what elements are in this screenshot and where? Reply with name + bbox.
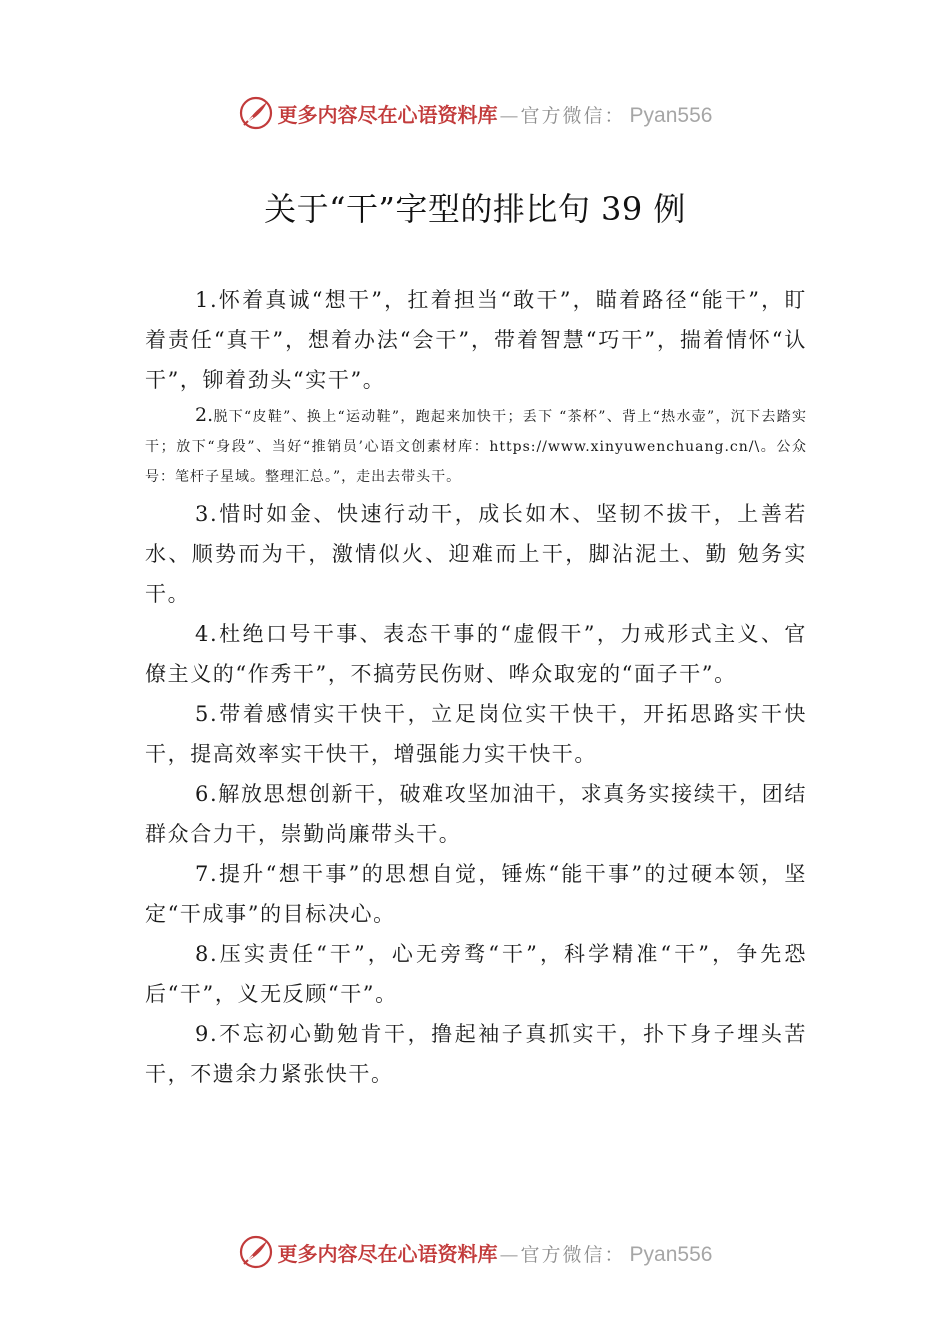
paragraph-text: 解放思想创新干，破难攻坚加油干，求真务实接续干，团结群众合力干，崇勤尚廉带头干。	[145, 782, 807, 846]
paragraph-text: 压实责任“干”，心无旁骛“干”，科学精准“干”，争先恐后“干”，义无反顾“干”。	[145, 942, 807, 1006]
banner-dash: —	[499, 1243, 519, 1266]
paragraph-8	[145, 934, 807, 1014]
banner-wechat-handle: Pyan556	[629, 103, 713, 127]
paragraph-number: 3.	[195, 502, 219, 526]
paragraph-number: 2.	[195, 404, 214, 426]
footer-banner	[0, 1230, 950, 1274]
paragraph-text: 怀着真诚“想干”，扛着担当“敢干”，瞄着路径“能干”，盯着责任“真干”，想着办法“会干”，带着智慧“巧干”，揣着情怀“认干”，铆着劲头“实干”。	[145, 288, 807, 392]
paragraph-number: 9.	[195, 1022, 219, 1046]
paragraph-text: 杜绝口号干事、表态干事的“虚假干”，力戒形式主义、官僚主义的“作秀干”，不搞劳民伤财、哗众取宠的“面子干”。	[145, 622, 807, 686]
paragraph-6	[145, 774, 807, 854]
paragraph-number: 4.	[195, 622, 219, 646]
paragraph-4	[145, 614, 807, 694]
banner-brand: 更多内容尽在心语资料库	[277, 102, 498, 127]
header-banner	[0, 91, 950, 135]
paragraph-text: 不忘初心勤勉肯干，撸起袖子真抓实干，扑下身子埋头苦干，不遗余力紧张快干。	[145, 1022, 807, 1086]
paragraph-number: 5.	[195, 702, 219, 726]
banner-dash: —	[499, 104, 519, 127]
paragraph-9	[145, 1014, 807, 1094]
paragraph-text: 带着感情实干快干，立足岗位实干快干，开拓思路实干快干，提高效率实干快干，增强能力实干快干。	[145, 702, 807, 766]
document-body	[145, 280, 807, 1094]
paragraph-number: 7.	[195, 862, 219, 886]
banner-official-label: 官方微信：	[520, 104, 626, 127]
paragraph-text: 提升“想干事”的思想自觉，锤炼“能干事”的过硬本领，坚定“干成事”的目标决心。	[145, 862, 807, 926]
paragraph-7	[145, 854, 807, 934]
banner-official-label: 官方微信：	[520, 1243, 626, 1266]
paragraph-number: 1.	[195, 288, 219, 312]
paragraph-1	[145, 280, 807, 400]
paragraph-text: 惜时如金、快速行动干，成长如木、坚韧不拔干，上善若水、顺势而为干，激情似火、迎难而上干，脚沾泥土、勤 勉务实干。	[145, 502, 807, 606]
paragraph-2	[145, 400, 807, 492]
banner-wechat-handle: Pyan556	[629, 1242, 713, 1266]
page-title: 关于“干”字型的排比句 39 例	[264, 190, 686, 228]
banner-brand: 更多内容尽在心语资料库	[277, 1241, 498, 1266]
quill-pen-logo-icon	[238, 1234, 274, 1270]
paragraph-3	[145, 494, 807, 614]
quill-pen-logo-icon	[238, 95, 274, 131]
paragraph-text: 脱下“皮鞋”、换上“运动鞋”，跑起来加快干；丢下 “茶杯”、背上“热水壶”，沉下去踏实干；放下“身段”、当好“推销员’心语文创素材库：https://www.xinyuwenchuang.cn/\。公众号：笔杆子星域。整理汇总。”，走出去带头干。	[145, 409, 807, 485]
paragraph-5	[145, 694, 807, 774]
paragraph-number: 8.	[195, 942, 219, 966]
paragraph-number: 6.	[195, 782, 219, 806]
